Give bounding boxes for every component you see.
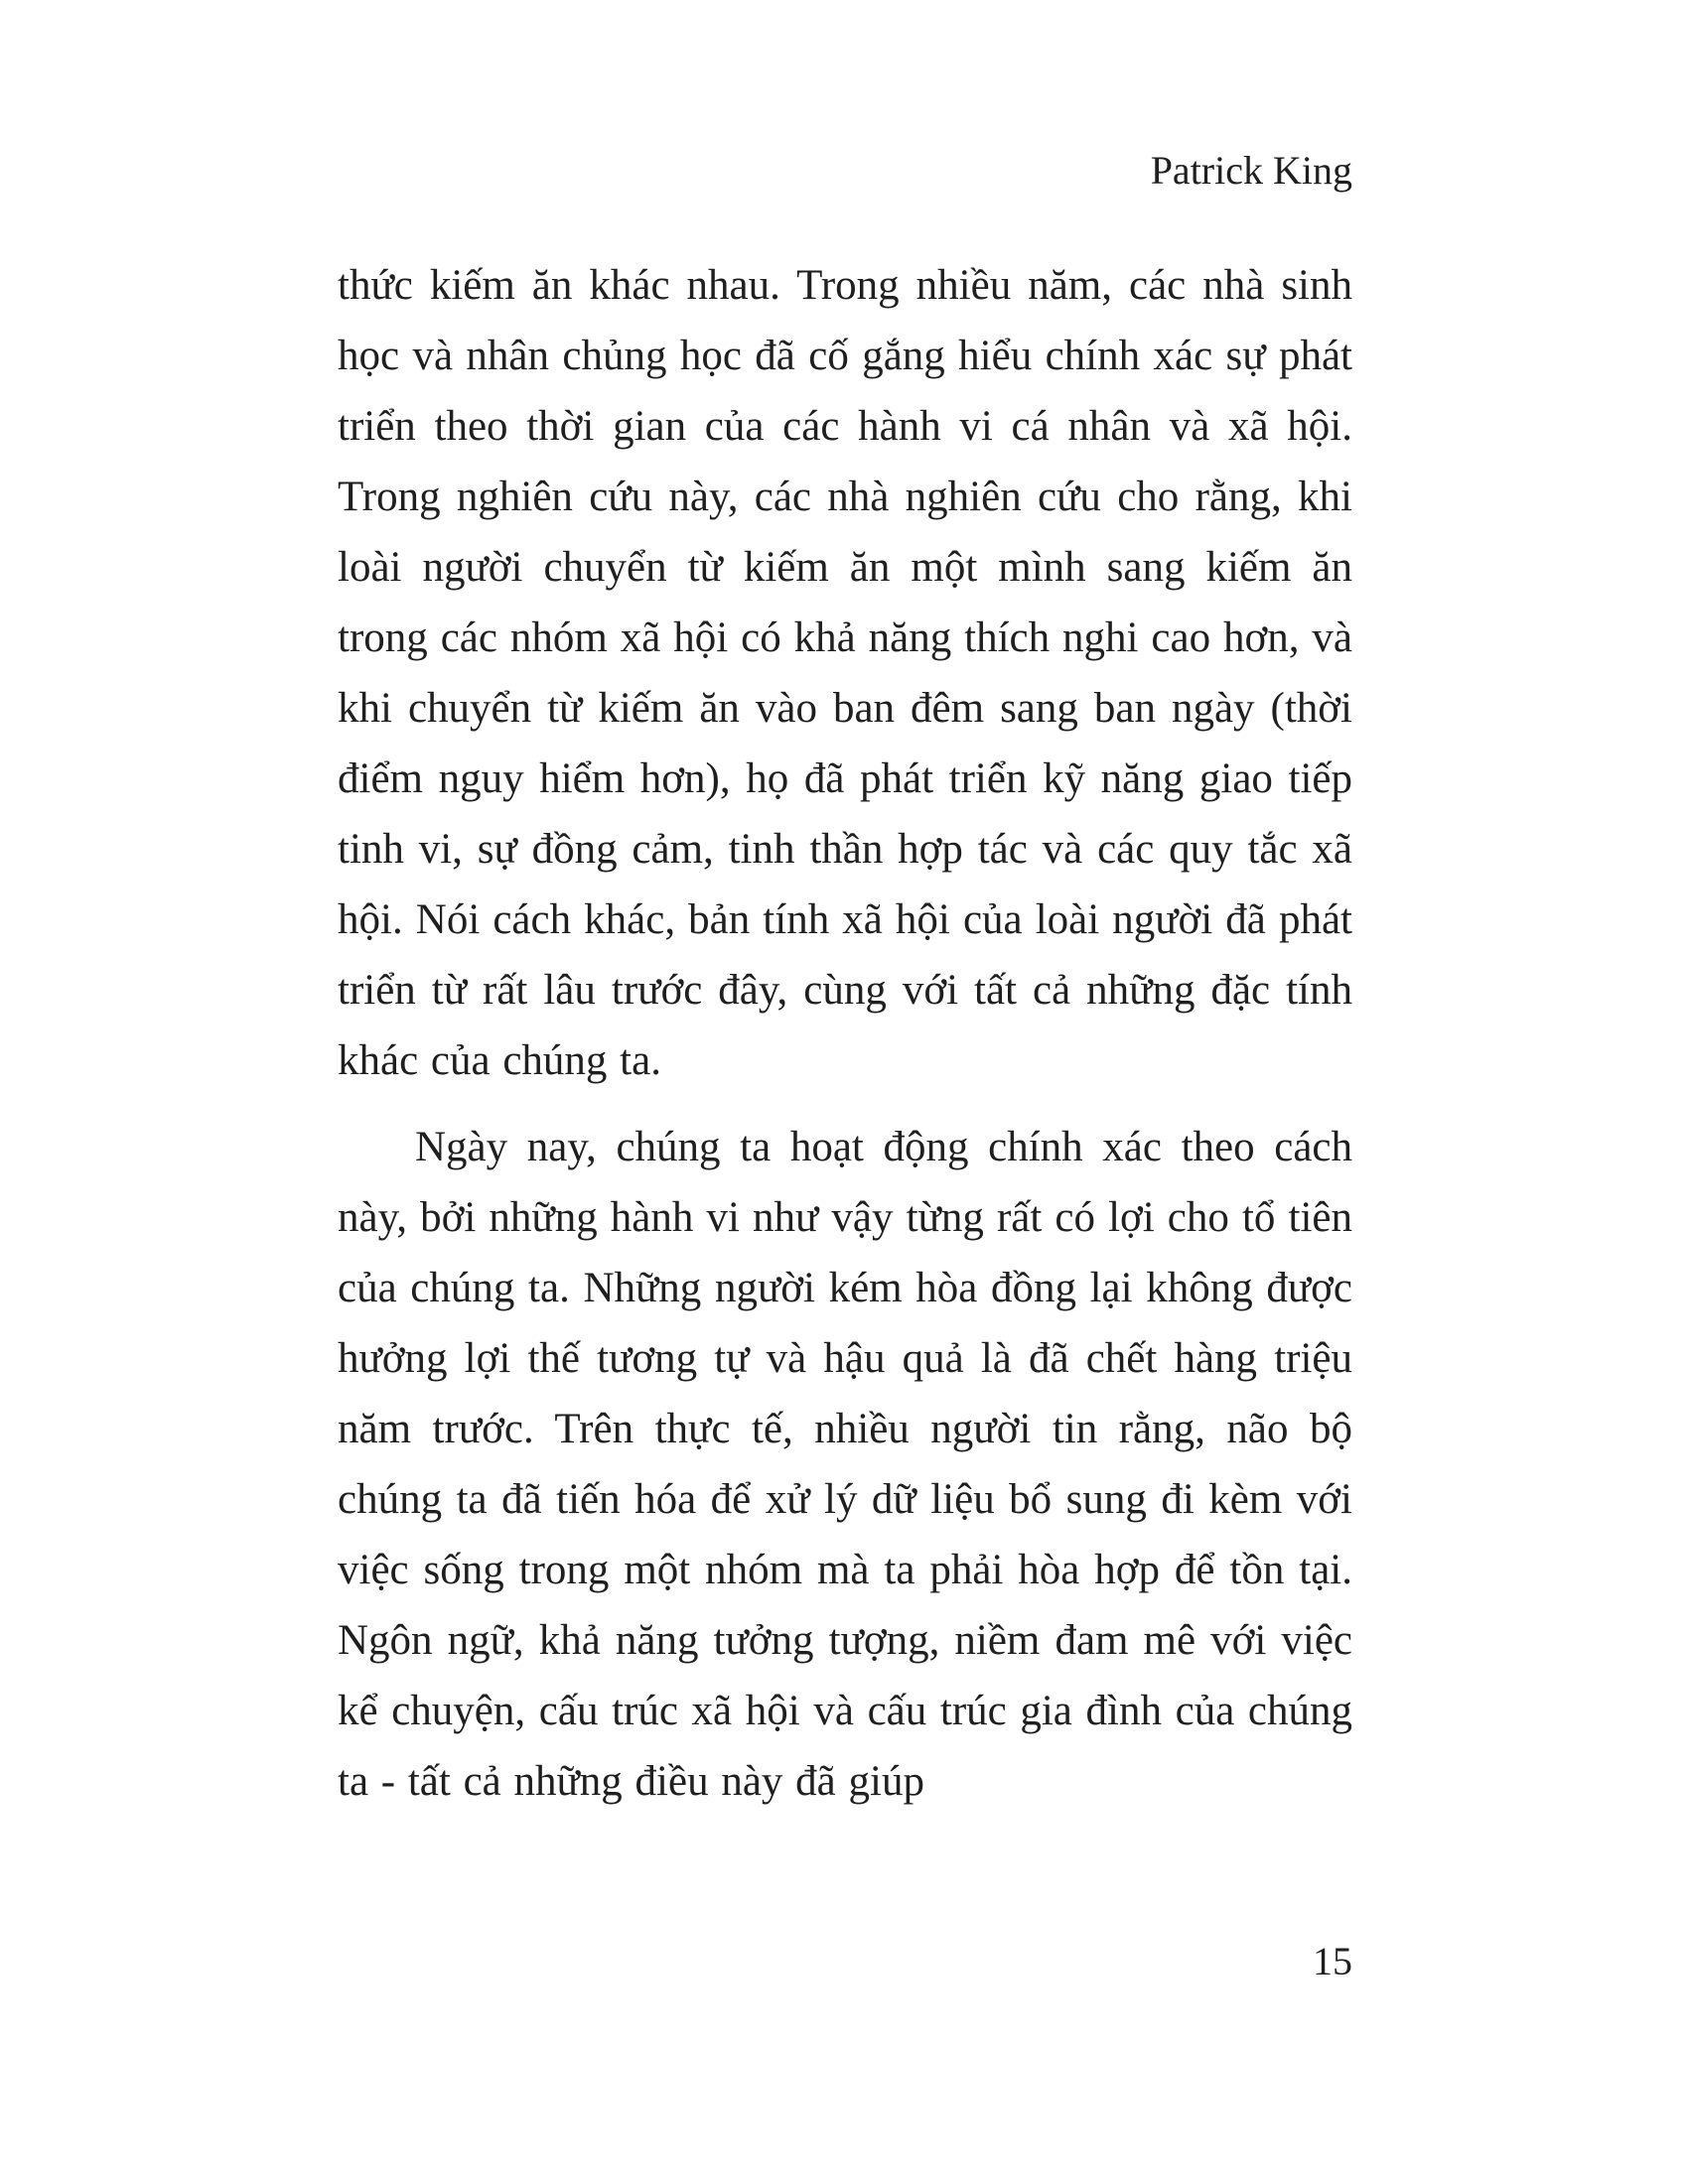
paragraph-second: Ngày nay, chúng ta hoạt động chính xác theo cách này, bởi những hành vi như vậy từng rất có lợi cho tổ tiên của chúng ta. Những người kém hòa đồng lại không được hưởng lợi thế tương tự và hậu quả là đã chết hàng triệu năm trước. Trên thực tế, nhiều người tin rằng, não bộ chúng ta đã tiến hóa để xử lý dữ liệu bổ sung đi kèm với việc sống trong một nhóm mà ta phải hòa hợp để tồn tại. Ngôn ngữ, khả năng tưởng tượng, niềm đam mê với việc kể chuyện, cấu trúc xã hội và cấu trúc gia đình của chúng ta - tất cả những điều này đã giúp: [338, 1124, 1352, 1805]
page-number: 15: [1313, 1939, 1352, 1983]
body-text: [338, 250, 1352, 1817]
running-header-author: Patrick King: [1150, 148, 1352, 193]
paragraph-continuation: thức kiếm ăn khác nhau. Trong nhiều năm, các nhà sinh học và nhân chủng học đã cố gắng hiểu chính xác sự phát triển theo thời gian của các hành vi cá nhân và xã hội. Trong nghiên cứu này, các nhà nghiên cứu cho rằng, khi loài người chuyển từ kiếm ăn một mình sang kiếm ăn trong các nhóm xã hội có khả năng thích nghi cao hơn, và khi chuyển từ kiếm ăn vào ban đêm sang ban ngày (thời điểm nguy hiểm hơn), họ đã phát triển kỹ năng giao tiếp tinh vi, sự đồng cảm, tinh thần hợp tác và các quy tắc xã hội. Nói cách khác, bản tính xã hội của loài người đã phát triển từ rất lâu trước đây, cùng với tất cả những đặc tính khác của chúng ta.: [338, 262, 1352, 1084]
